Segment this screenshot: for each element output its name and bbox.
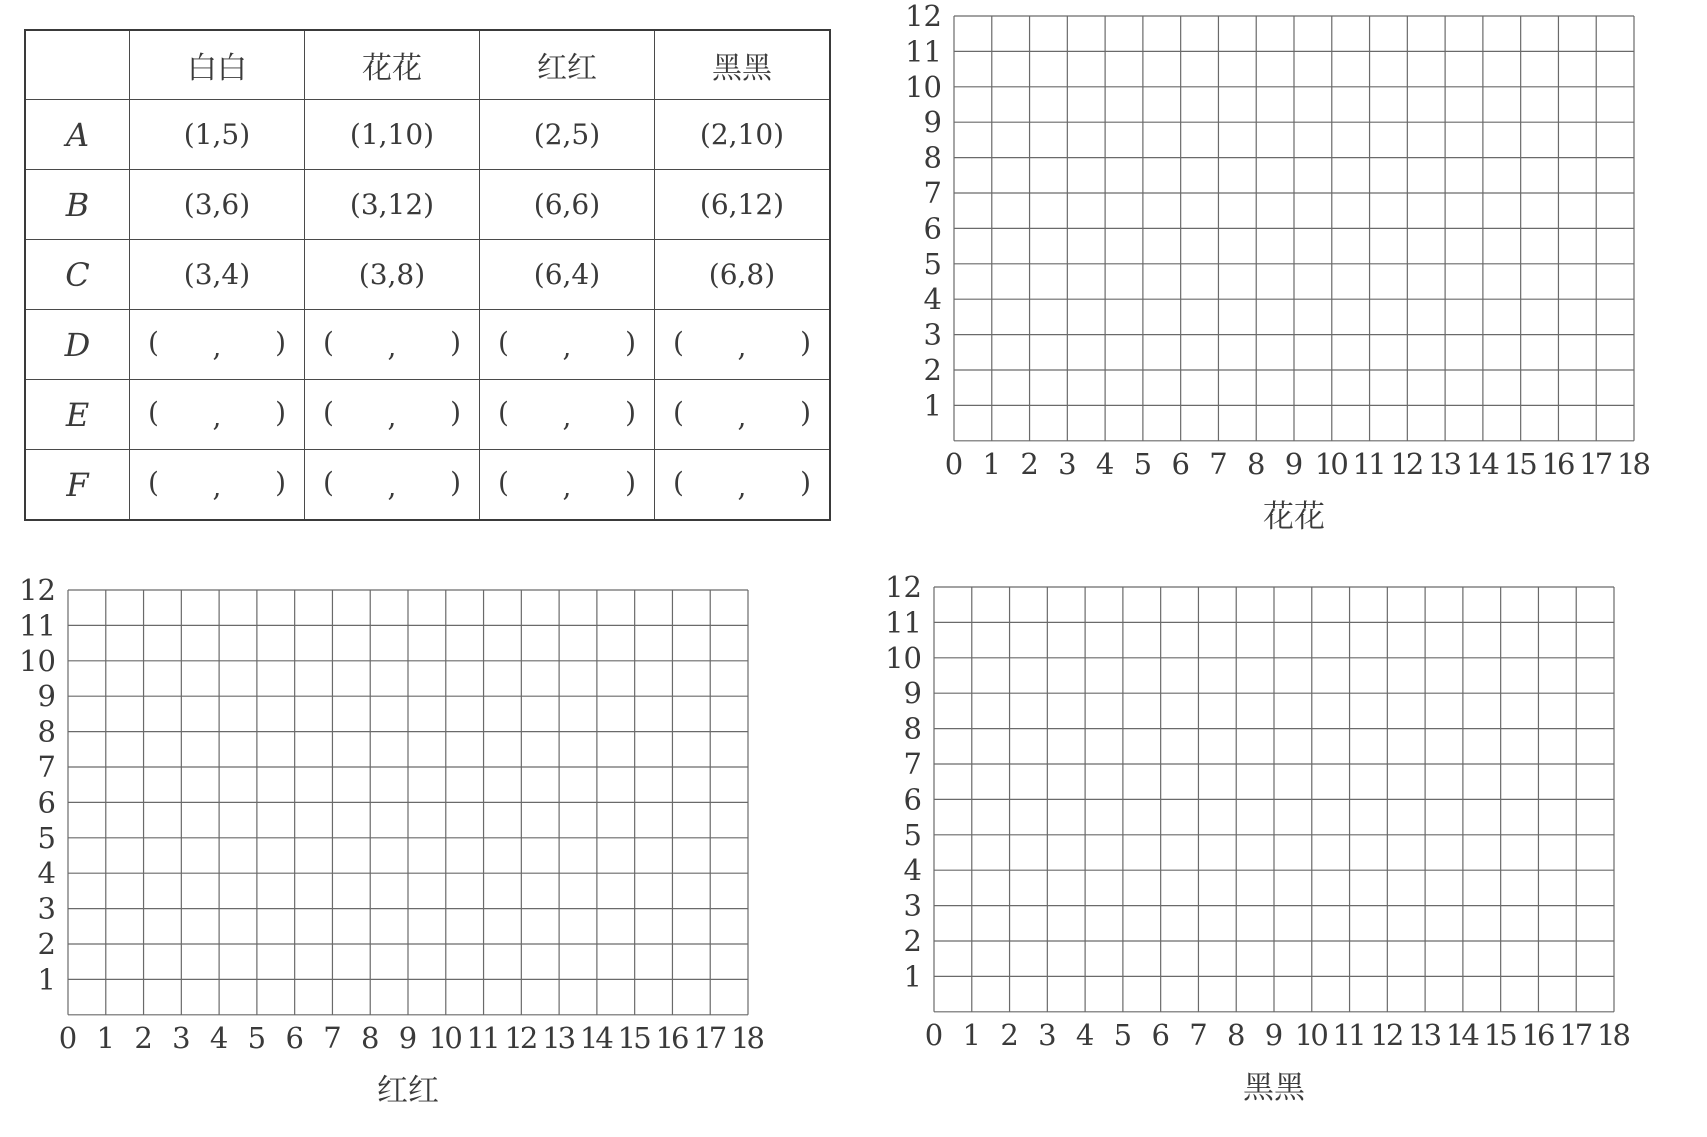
table-cell: (3,6) xyxy=(130,170,305,240)
x-tick-label: 6 xyxy=(285,1020,304,1055)
blank-cell xyxy=(130,380,305,450)
x-tick-label: 7 xyxy=(323,1020,342,1055)
x-tick-label: 0 xyxy=(58,1020,78,1055)
blank-cell xyxy=(480,450,655,521)
blank-cell xyxy=(130,450,305,521)
blank-open: ( xyxy=(498,326,509,359)
row-label: C xyxy=(25,240,130,310)
y-tick-label: 3 xyxy=(903,888,922,923)
x-tick-label: 3 xyxy=(1038,1017,1057,1052)
blank-cell xyxy=(480,380,655,450)
blank-close: ) xyxy=(275,326,286,359)
x-tick-label: 1 xyxy=(96,1020,116,1055)
blank-comma: , xyxy=(737,400,747,433)
blank-comma: , xyxy=(562,330,572,363)
blank-open: ( xyxy=(323,396,334,429)
x-tick-label: 10 xyxy=(428,1020,463,1055)
blank-close: ) xyxy=(450,326,461,359)
blank-cell xyxy=(655,310,831,380)
x-tick-label: 11 xyxy=(466,1020,501,1055)
blank-cell xyxy=(305,450,480,521)
blank-open: ( xyxy=(498,466,509,499)
x-tick-label: 4 xyxy=(209,1020,229,1055)
blank-open: ( xyxy=(148,466,159,499)
x-axis-label: 红红 xyxy=(377,1072,439,1109)
blank-comma: , xyxy=(737,330,747,363)
x-tick-label: 12 xyxy=(1390,446,1425,481)
x-tick-label: 4 xyxy=(1095,446,1115,481)
x-tick-label: 5 xyxy=(247,1020,267,1055)
x-tick-label: 8 xyxy=(360,1020,380,1055)
blank-cell xyxy=(480,310,655,380)
blank-open: ( xyxy=(323,466,334,499)
x-tick-label: 11 xyxy=(1332,1017,1367,1052)
table-row xyxy=(25,100,830,170)
blank-open: ( xyxy=(323,326,334,359)
y-tick-label: 4 xyxy=(903,853,922,888)
blank-comma: , xyxy=(562,470,572,503)
y-tick-label: 5 xyxy=(37,820,56,855)
x-tick-label: 18 xyxy=(731,1020,765,1055)
y-tick-label: 1 xyxy=(37,962,56,997)
col-header-heihei: 黑黑 xyxy=(655,30,831,100)
x-tick-label: 17 xyxy=(1559,1017,1594,1052)
blank-close: ) xyxy=(275,466,286,499)
blank-close: ) xyxy=(625,326,636,359)
x-tick-label: 16 xyxy=(1521,1017,1556,1052)
table-cell: (6,8) xyxy=(655,240,831,310)
blank-close: ) xyxy=(450,466,461,499)
x-tick-label: 12 xyxy=(1370,1017,1405,1052)
y-tick-label: 6 xyxy=(923,211,942,246)
table-row xyxy=(25,240,830,310)
x-tick-label: 15 xyxy=(1483,1017,1518,1052)
y-tick-label: 12 xyxy=(905,0,942,33)
blank-close: ) xyxy=(625,466,636,499)
blank-cell xyxy=(655,450,831,521)
x-tick-label: 10 xyxy=(1294,1017,1329,1052)
blank-cell xyxy=(655,380,831,450)
x-tick-label: 1 xyxy=(982,446,1002,481)
grid-chart-honghong xyxy=(19,573,765,1120)
blank-comma: , xyxy=(562,400,572,433)
y-tick-label: 12 xyxy=(19,573,56,607)
table-cell: (6,4) xyxy=(480,240,655,310)
x-tick-label: 13 xyxy=(542,1020,577,1055)
x-tick-label: 12 xyxy=(504,1020,539,1055)
table-cell: (6,6) xyxy=(480,170,655,240)
table-cell: (2,5) xyxy=(480,100,655,170)
blank-close: ) xyxy=(800,466,811,499)
coordinate-table xyxy=(24,29,831,521)
grid-chart-heihei xyxy=(885,570,1631,1117)
y-tick-label: 4 xyxy=(37,856,56,891)
table-cell: (1,5) xyxy=(130,100,305,170)
blank-open: ( xyxy=(498,396,509,429)
y-tick-label: 10 xyxy=(885,640,922,675)
x-tick-label: 7 xyxy=(1189,1017,1208,1052)
blank-open: ( xyxy=(148,326,159,359)
x-tick-label: 5 xyxy=(1133,446,1153,481)
y-tick-label: 2 xyxy=(903,924,922,958)
y-tick-label: 7 xyxy=(37,750,56,784)
blank-close: ) xyxy=(625,396,636,429)
y-tick-label: 2 xyxy=(37,927,56,961)
table-row xyxy=(25,310,830,380)
y-tick-label: 11 xyxy=(905,34,942,69)
blank-cell xyxy=(130,310,305,380)
x-tick-label: 3 xyxy=(172,1020,191,1055)
blank-open: ( xyxy=(148,396,159,429)
x-tick-label: 3 xyxy=(1058,446,1077,481)
x-tick-label: 4 xyxy=(1075,1017,1095,1052)
y-tick-label: 3 xyxy=(923,317,942,352)
x-tick-label: 9 xyxy=(398,1020,418,1055)
x-tick-label: 11 xyxy=(1352,446,1387,481)
x-axis-label: 黑黑 xyxy=(1243,1069,1305,1106)
x-tick-label: 8 xyxy=(1226,1017,1246,1052)
x-tick-label: 7 xyxy=(1209,446,1228,481)
x-tick-label: 17 xyxy=(693,1020,728,1055)
table-header-row xyxy=(25,30,830,100)
x-tick-label: 14 xyxy=(579,1020,614,1055)
x-tick-label: 18 xyxy=(1597,1017,1631,1052)
x-tick-label: 6 xyxy=(1151,1017,1170,1052)
y-tick-label: 9 xyxy=(923,105,942,140)
y-tick-label: 10 xyxy=(905,69,942,104)
blank-comma: , xyxy=(737,470,747,503)
y-tick-label: 9 xyxy=(903,676,922,711)
x-tick-label: 5 xyxy=(1113,1017,1133,1052)
table-cell: (3,4) xyxy=(130,240,305,310)
y-tick-label: 8 xyxy=(37,714,56,749)
grid-chart-huahua xyxy=(905,0,1651,546)
x-tick-label: 13 xyxy=(1408,1017,1443,1052)
y-tick-label: 7 xyxy=(903,747,922,781)
y-tick-label: 10 xyxy=(19,643,56,678)
y-tick-label: 11 xyxy=(885,605,922,640)
table-corner-cell xyxy=(25,30,130,100)
y-tick-label: 7 xyxy=(923,176,942,210)
x-tick-label: 17 xyxy=(1579,446,1614,481)
table-row xyxy=(25,170,830,240)
y-tick-label: 12 xyxy=(885,570,922,604)
blank-close: ) xyxy=(800,396,811,429)
x-tick-label: 16 xyxy=(1541,446,1576,481)
table-row xyxy=(25,380,830,450)
x-tick-label: 14 xyxy=(1445,1017,1480,1052)
y-tick-label: 3 xyxy=(37,891,56,926)
table-row xyxy=(25,450,830,521)
row-label: D xyxy=(25,310,130,380)
x-tick-label: 0 xyxy=(944,446,964,481)
y-tick-label: 6 xyxy=(903,782,922,817)
blank-comma: , xyxy=(387,470,397,503)
y-tick-label: 9 xyxy=(37,679,56,714)
table-cell: (1,10) xyxy=(305,100,480,170)
x-tick-label: 9 xyxy=(1264,1017,1284,1052)
row-label: E xyxy=(25,380,130,450)
table-cell: (3,8) xyxy=(305,240,480,310)
y-tick-label: 5 xyxy=(923,246,942,281)
x-tick-label: 0 xyxy=(924,1017,944,1052)
x-tick-label: 10 xyxy=(1314,446,1349,481)
x-tick-label: 1 xyxy=(962,1017,982,1052)
table-cell: (6,12) xyxy=(655,170,831,240)
x-tick-label: 18 xyxy=(1617,446,1651,481)
blank-open: ( xyxy=(673,326,684,359)
x-tick-label: 15 xyxy=(617,1020,652,1055)
x-tick-label: 13 xyxy=(1428,446,1463,481)
x-tick-label: 16 xyxy=(655,1020,690,1055)
blank-comma: , xyxy=(387,330,397,363)
y-tick-label: 1 xyxy=(923,388,942,423)
blank-open: ( xyxy=(673,466,684,499)
y-tick-label: 6 xyxy=(37,785,56,820)
y-tick-label: 8 xyxy=(903,711,922,746)
blank-cell xyxy=(305,310,480,380)
x-tick-label: 15 xyxy=(1503,446,1538,481)
y-tick-label: 5 xyxy=(903,817,922,852)
y-tick-label: 8 xyxy=(923,140,942,175)
blank-comma: , xyxy=(387,400,397,433)
row-label: A xyxy=(25,100,130,170)
x-tick-label: 2 xyxy=(134,1020,153,1055)
blank-comma: , xyxy=(212,470,222,503)
y-tick-label: 1 xyxy=(903,959,922,994)
blank-comma: , xyxy=(212,400,222,433)
y-tick-label: 2 xyxy=(923,353,942,387)
blank-cell xyxy=(305,380,480,450)
x-tick-label: 14 xyxy=(1465,446,1500,481)
x-tick-label: 9 xyxy=(1284,446,1304,481)
col-header-huahua: 花花 xyxy=(305,30,480,100)
blank-close: ) xyxy=(275,396,286,429)
x-tick-label: 2 xyxy=(1000,1017,1019,1052)
x-tick-label: 8 xyxy=(1246,446,1266,481)
row-label: F xyxy=(25,450,130,521)
table-cell: (2,10) xyxy=(655,100,831,170)
table-cell: (3,12) xyxy=(305,170,480,240)
x-axis-label: 花花 xyxy=(1263,498,1325,535)
y-tick-label: 11 xyxy=(19,608,56,643)
blank-close: ) xyxy=(800,326,811,359)
row-label: B xyxy=(25,170,130,240)
blank-comma: , xyxy=(212,330,222,363)
col-header-honghong: 红红 xyxy=(480,30,655,100)
blank-close: ) xyxy=(450,396,461,429)
col-header-baibai: 白白 xyxy=(130,30,305,100)
x-tick-label: 6 xyxy=(1171,446,1190,481)
x-tick-label: 2 xyxy=(1020,446,1039,481)
blank-open: ( xyxy=(673,396,684,429)
y-tick-label: 4 xyxy=(923,282,942,317)
